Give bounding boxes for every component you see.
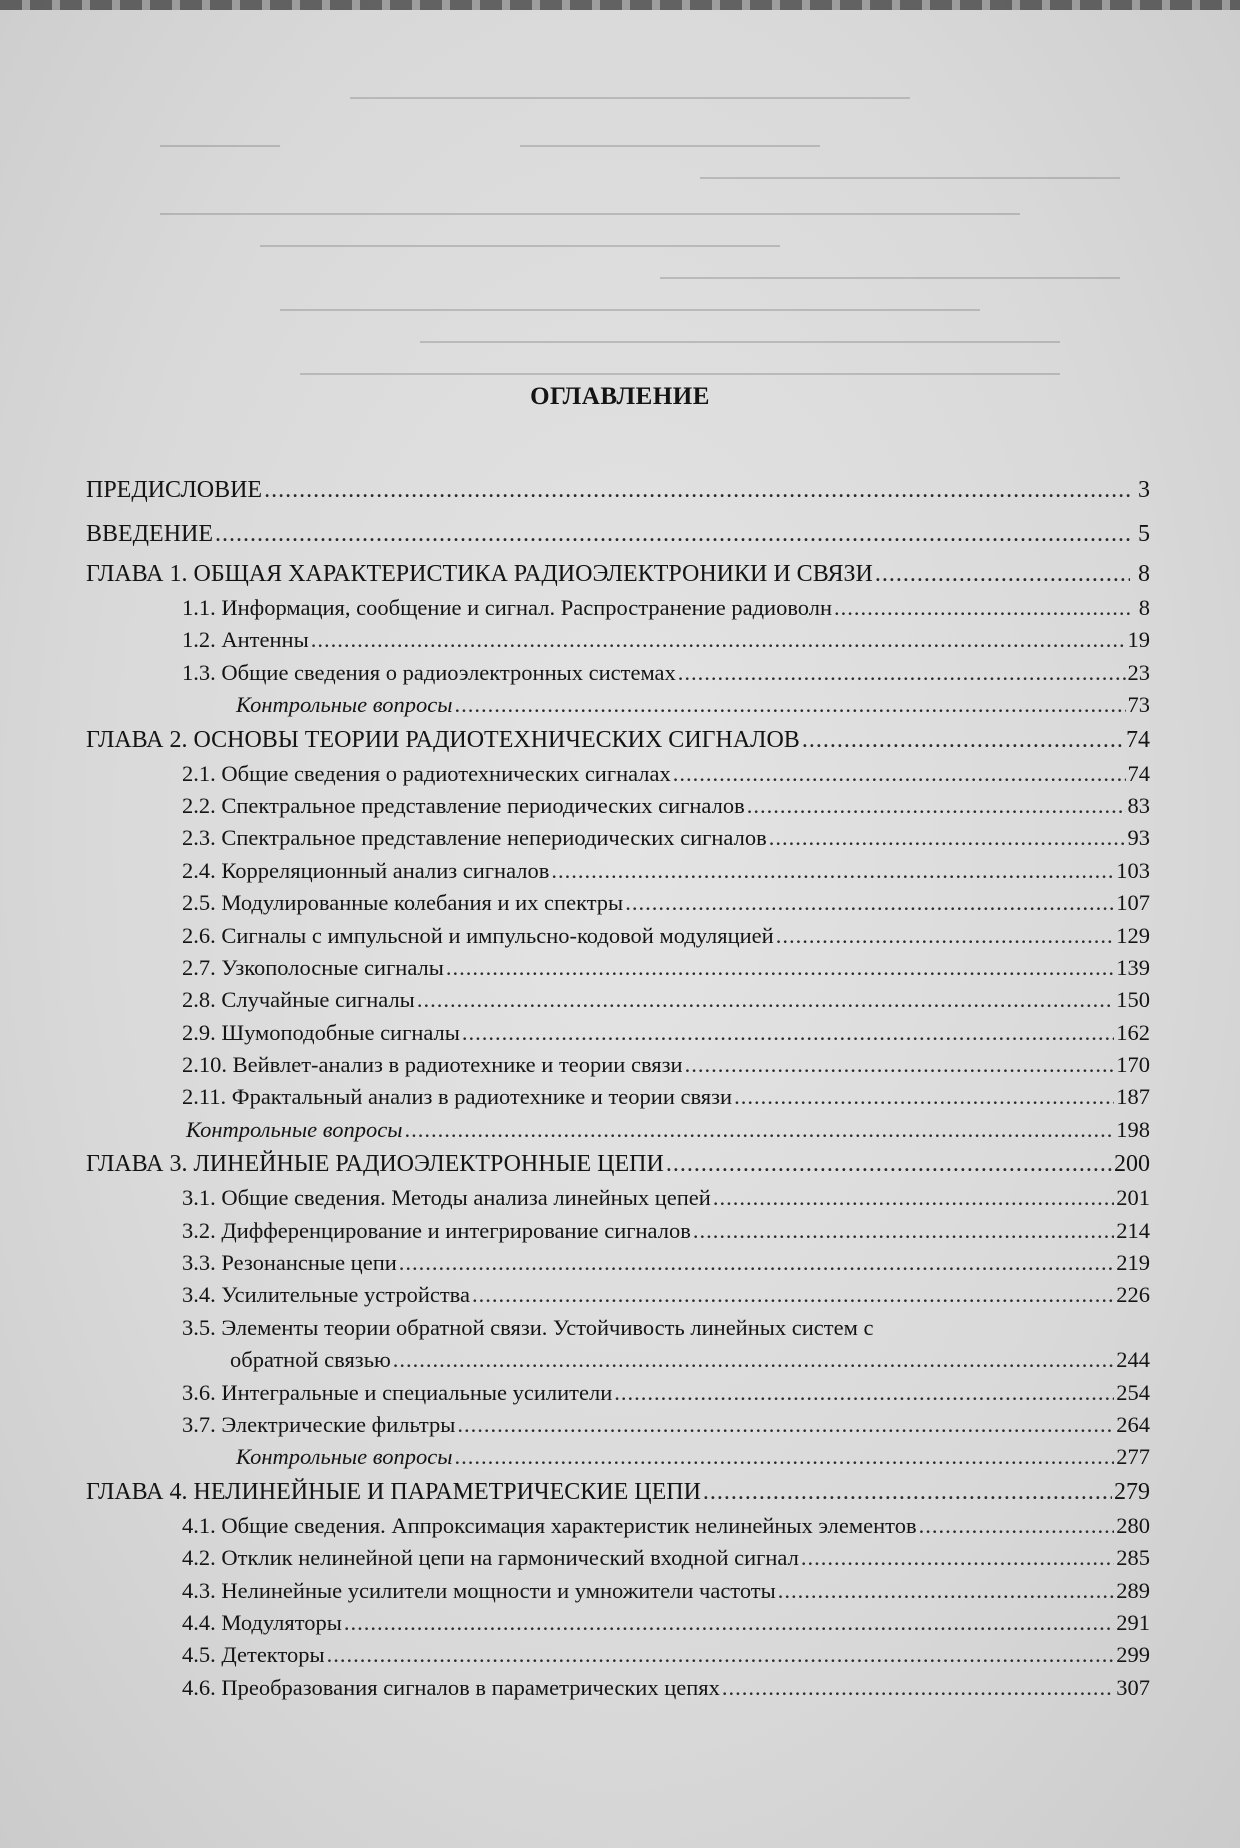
- entry-page-number: 254: [1116, 1379, 1150, 1405]
- dot-leader: [673, 758, 1126, 790]
- dot-leader: [678, 657, 1126, 689]
- dot-leader: [457, 1409, 1114, 1441]
- entry-title: Контрольные вопросы: [236, 692, 453, 718]
- table-of-contents: [86, 468, 1150, 1704]
- dot-leader: [834, 592, 1130, 624]
- toc-section-entry: [86, 1575, 1150, 1607]
- toc-section-entry: [86, 1215, 1150, 1247]
- entry-page-number: 107: [1116, 890, 1150, 916]
- entry-title: 3.5. Элементы теории обратной связи. Устойчивость линейных систем с: [182, 1314, 874, 1340]
- entry-page-number: 5: [1138, 521, 1150, 547]
- entry-title: 3.3. Резонансные цепи: [182, 1250, 397, 1276]
- entry-title: 2.11. Фрактальный анализ в радиотехнике и теории связи: [182, 1084, 733, 1110]
- dot-leader: [703, 1474, 1112, 1510]
- dot-leader: [417, 984, 1114, 1016]
- dot-leader: [393, 1344, 1114, 1376]
- entry-title: 4.3. Нелинейные усилители мощности и умножители частоты: [182, 1577, 776, 1603]
- entry-title: 2.9. Шумоподобные сигналы: [182, 1019, 460, 1045]
- scan-edge: [0, 0, 1240, 10]
- dot-leader: [693, 1215, 1114, 1247]
- entry-title: 4.1. Общие сведения. Аппроксимация характеристик нелинейных элементов: [182, 1512, 917, 1538]
- entry-title: 2.6. Сигналы с импульсной и импульсно-кодовой модуляцией: [182, 922, 774, 948]
- entry-page-number: 289: [1116, 1577, 1150, 1603]
- entry-title: ПРЕДИСЛОВИЕ: [86, 477, 263, 503]
- entry-title: обратной связью: [230, 1347, 391, 1373]
- entry-page-number: 264: [1116, 1411, 1150, 1437]
- dot-leader: [404, 1114, 1114, 1146]
- toc-section-entry: [86, 1672, 1150, 1704]
- entry-title: 1.1. Информация, сообщение и сигнал. Распространение радиоволн: [182, 595, 833, 620]
- dot-leader: [399, 1247, 1114, 1279]
- entry-page-number: 285: [1116, 1545, 1150, 1571]
- entry-title: 4.2. Отклик нелинейной цепи на гармонический входной сигнал: [182, 1545, 799, 1571]
- entry-title: ГЛАВА 2. ОСНОВЫ ТЕОРИИ РАДИОТЕХНИЧЕСКИХ СИГНАЛОВ: [86, 726, 800, 753]
- entry-page-number: 19: [1127, 627, 1150, 653]
- entry-page-number: 8: [1138, 595, 1150, 620]
- entry-page-number: 129: [1116, 922, 1150, 948]
- toc-questions-entry: [86, 689, 1150, 721]
- dot-leader: [666, 1146, 1112, 1182]
- dot-leader: [722, 1672, 1114, 1704]
- entry-title: ВВЕДЕНИЕ: [86, 521, 214, 547]
- entry-title: 4.4. Модуляторы: [182, 1609, 342, 1635]
- entry-title: 2.8. Случайные сигналы: [182, 987, 415, 1013]
- toc-section-entry: [86, 624, 1150, 656]
- toc-chapter-entry: [86, 1146, 1150, 1182]
- toc-title: ОГЛАВЛЕНИЕ: [530, 383, 710, 410]
- bleed-through-text: [160, 85, 1140, 425]
- toc-chapter-entry: [86, 1474, 1150, 1510]
- toc-section-entry: [86, 1607, 1150, 1639]
- dot-leader: [778, 1575, 1115, 1607]
- toc-section-entry: [86, 790, 1150, 822]
- toc-section-entry: [86, 1312, 1150, 1344]
- toc-main-entry: [86, 468, 1150, 512]
- toc-section-entry: [86, 1377, 1150, 1409]
- entry-page-number: 73: [1127, 692, 1150, 718]
- entry-page-number: 23: [1127, 659, 1150, 685]
- toc-section-entry: [86, 920, 1150, 952]
- entry-title: Контрольные вопросы: [186, 1116, 403, 1142]
- dot-leader: [311, 624, 1126, 656]
- entry-title: 2.3. Спектральное представление непериодических сигналов: [182, 825, 767, 851]
- dot-leader: [344, 1607, 1114, 1639]
- toc-section-entry: [86, 1081, 1150, 1113]
- toc-chapter-entry: [86, 556, 1150, 592]
- entry-title: 3.7. Электрические фильтры: [182, 1411, 456, 1437]
- entry-title: 3.1. Общие сведения. Методы анализа линейных цепей: [182, 1185, 711, 1211]
- toc-section-entry: [86, 1017, 1150, 1049]
- toc-section-entry: [86, 1279, 1150, 1311]
- toc-section-entry: [86, 822, 1150, 854]
- entry-title: ГЛАВА 3. ЛИНЕЙНЫЕ РАДИОЭЛЕКТРОННЫЕ ЦЕПИ: [86, 1151, 664, 1178]
- entry-page-number: 307: [1116, 1674, 1150, 1700]
- dot-leader: [327, 1639, 1115, 1671]
- dot-leader: [875, 556, 1130, 592]
- toc-section-entry: [86, 887, 1150, 919]
- toc-section-entry: [86, 1182, 1150, 1214]
- entry-page-number: 226: [1116, 1282, 1150, 1308]
- dot-leader: [454, 1441, 1114, 1473]
- entry-title: 3.2. Дифференцирование и интегрирование сигналов: [182, 1217, 691, 1243]
- entry-title: 4.6. Преобразования сигналов в параметрических цепях: [182, 1674, 720, 1700]
- entry-page-number: 244: [1116, 1347, 1150, 1373]
- dot-leader: [734, 1081, 1114, 1113]
- dot-leader: [802, 722, 1124, 758]
- dot-leader: [776, 920, 1115, 952]
- entry-page-number: 214: [1116, 1217, 1150, 1243]
- entry-title: 2.10. Вейвлет-анализ в радиотехнике и теории связи: [182, 1052, 683, 1078]
- entry-page-number: 187: [1116, 1084, 1150, 1110]
- entry-title: 2.1. Общие сведения о радиотехнических сигналах: [182, 760, 671, 786]
- dot-leader: [264, 468, 1130, 512]
- toc-questions-entry: [86, 1441, 1150, 1473]
- toc-section-entry: [86, 1639, 1150, 1671]
- entry-page-number: 8: [1138, 561, 1150, 587]
- dot-leader: [919, 1510, 1115, 1542]
- dot-leader: [614, 1377, 1114, 1409]
- toc-section-entry: [86, 758, 1150, 790]
- entry-page-number: 170: [1116, 1052, 1150, 1078]
- dot-leader: [769, 822, 1126, 854]
- entry-title: 1.3. Общие сведения о радиоэлектронных системах: [182, 659, 676, 685]
- entry-title: 3.6. Интегральные и специальные усилители: [182, 1379, 613, 1405]
- entry-page-number: 279: [1114, 1478, 1150, 1505]
- entry-page-number: 83: [1127, 792, 1150, 818]
- toc-section-entry: [86, 952, 1150, 984]
- entry-page-number: 198: [1116, 1116, 1150, 1142]
- entry-title: ГЛАВА 4. НЕЛИНЕЙНЫЕ И ПАРАМЕТРИЧЕСКИЕ ЦЕПИ: [86, 1478, 701, 1505]
- entry-title: Контрольные вопросы: [236, 1444, 453, 1470]
- entry-title: 2.4. Корреляционный анализ сигналов: [182, 857, 550, 883]
- entry-title: 2.5. Модулированные колебания и их спектры: [182, 890, 624, 916]
- entry-page-number: 291: [1116, 1609, 1150, 1635]
- entry-page-number: 3: [1138, 477, 1150, 503]
- toc-main-entry: [86, 512, 1150, 556]
- entry-page-number: 201: [1116, 1185, 1150, 1211]
- toc-section-entry: [86, 1344, 1150, 1376]
- dot-leader: [472, 1279, 1114, 1311]
- entry-title: ГЛАВА 1. ОБЩАЯ ХАРАКТЕРИСТИКА РАДИОЭЛЕКТРОНИКИ И СВЯЗИ: [86, 561, 873, 587]
- entry-page-number: 277: [1116, 1444, 1150, 1470]
- entry-page-number: 200: [1114, 1151, 1150, 1178]
- entry-page-number: 219: [1116, 1250, 1150, 1276]
- entry-title: 3.4. Усилительные устройства: [182, 1282, 470, 1308]
- dot-leader: [801, 1542, 1114, 1574]
- toc-section-entry: [86, 657, 1150, 689]
- entry-page-number: 103: [1116, 857, 1150, 883]
- dot-leader: [685, 1049, 1115, 1081]
- entry-title: 2.7. Узкополосные сигналы: [182, 954, 444, 980]
- entry-title: 1.2. Антенны: [182, 627, 309, 653]
- toc-section-entry: [86, 1409, 1150, 1441]
- entry-page-number: 74: [1127, 760, 1150, 786]
- entry-page-number: 280: [1116, 1512, 1150, 1538]
- toc-section-entry: [86, 1510, 1150, 1542]
- entry-title: 4.5. Детекторы: [182, 1642, 325, 1668]
- toc-section-entry: [86, 855, 1150, 887]
- toc-questions-entry: [86, 1114, 1150, 1146]
- toc-section-entry: [86, 592, 1150, 624]
- toc-section-entry: [86, 1542, 1150, 1574]
- entry-page-number: 162: [1116, 1019, 1150, 1045]
- entry-page-number: 93: [1127, 825, 1150, 851]
- entry-page-number: 150: [1116, 987, 1150, 1013]
- toc-section-entry: [86, 984, 1150, 1016]
- dot-leader: [454, 689, 1125, 721]
- dot-leader: [713, 1182, 1114, 1214]
- dot-leader: [747, 790, 1126, 822]
- dot-leader: [551, 855, 1114, 887]
- entry-title: 2.2. Спектральное представление периодических сигналов: [182, 792, 745, 818]
- entry-page-number: 74: [1126, 726, 1150, 753]
- toc-section-entry: [86, 1247, 1150, 1279]
- dot-leader: [446, 952, 1114, 984]
- entry-page-number: 139: [1116, 954, 1150, 980]
- dot-leader: [462, 1017, 1114, 1049]
- dot-leader: [625, 887, 1114, 919]
- toc-chapter-entry: [86, 722, 1150, 758]
- entry-page-number: 299: [1116, 1642, 1150, 1668]
- dot-leader: [215, 512, 1130, 556]
- toc-section-entry: [86, 1049, 1150, 1081]
